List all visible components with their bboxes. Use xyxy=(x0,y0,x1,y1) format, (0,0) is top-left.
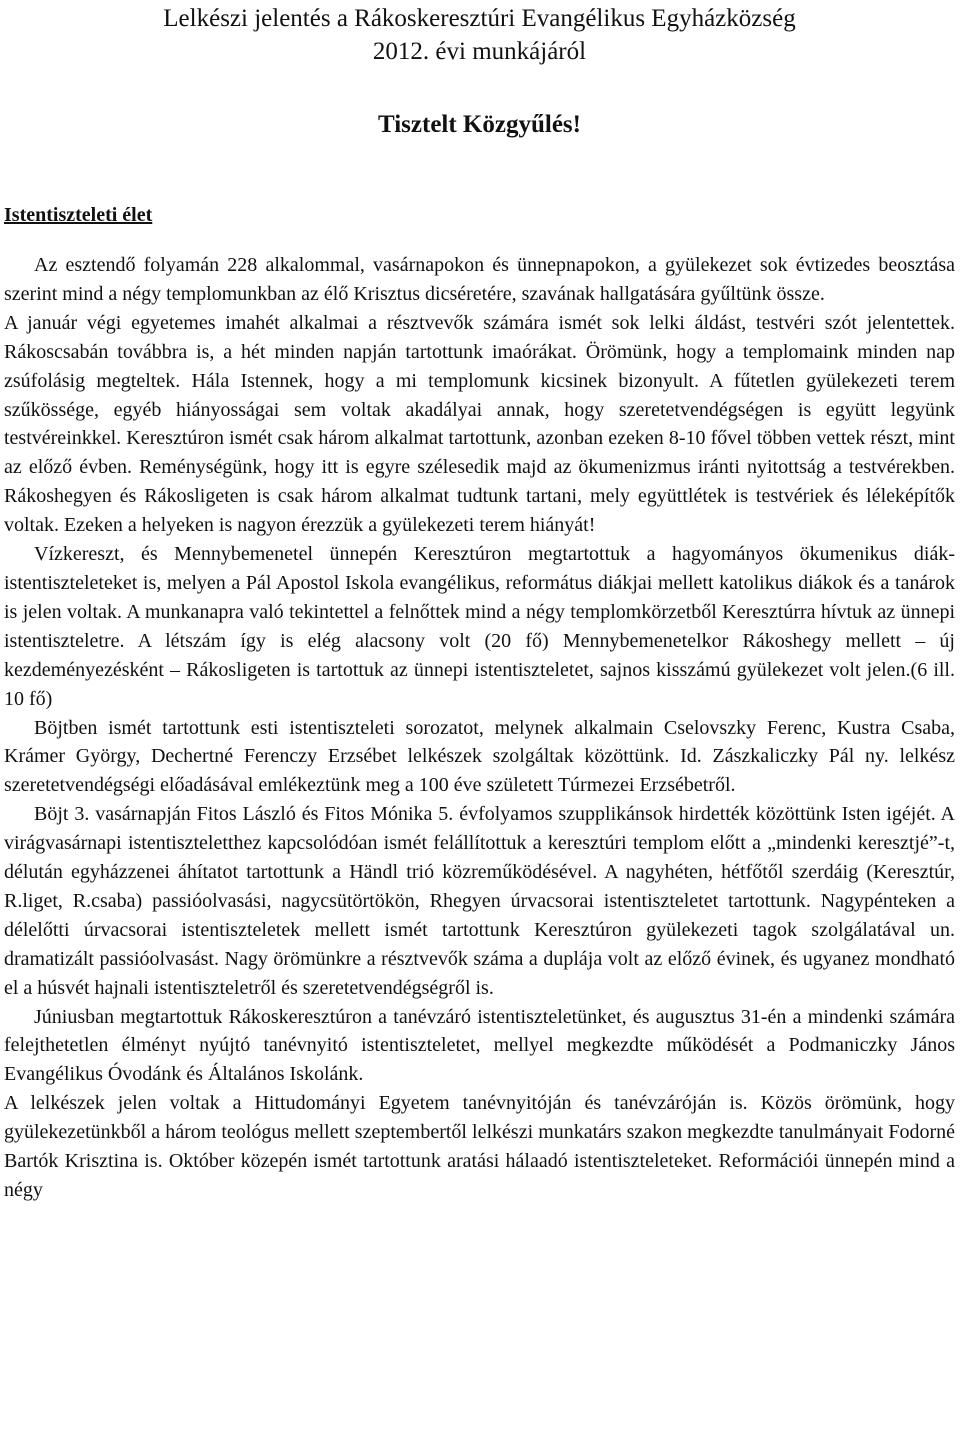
paragraph-4: Böjtben ismét tartottunk esti istentiszteleti sorozatot, melynek alkalmain Cselovszky Ferenc, Kustra Csaba, Krámer György, Dechertné Ferenczy Erzsébet lelkészek szolgáltak közöttünk. Id. Zászkaliczky Pál ny. lelkész szeretetvendégségi előadásával emlékeztünk meg a 100 éve született Túrmezei Erzsébetről. xyxy=(4,716,955,797)
paragraph-5: Böjt 3. vasárnapján Fitos László és Fitos Mónika 5. évfolyamos szupplikánsok hirdették közöttünk Isten igéjét. A virágvasárnapi istentiszteletthez kapcsolódóan ismét felállítottuk a keresztúri templom előtt a „mindenki keresztjé”-t, délután egyházzenei áhítatot tartottunk a Händl trió közreműködésével. A nagyhéten, hétfőtől szerdáig (Keresztúr, R.liget, R.csaba) passióolvasási, nagycsütörtökön, Rhegyen úrvacsorai istentiszteletet tartottunk. Nagypénteken a délelőtti úrvacsorai istentiszteletek mellett ismét tartottunk Keresztúron gyülekezeti tagok szolgálatával un. dramatizált passióolvasást. Nagy örömünkre a résztvevők száma a duplája volt az előző évinek, és ugyanez mondható el a húsvét hajnali istentiszteletről és szeretetvendégségről is. xyxy=(4,803,955,999)
paragraph-1: Az esztendő folyamán 228 alkalommal, vasárnapokon és ünnepnapokon, a gyülekezet sok évtizedes beosztása szerint mind a négy templomunkban az élő Krisztus dicséretére, szavának hallgatására gyűltünk össze. xyxy=(4,254,955,305)
paragraph-6: Júniusban megtartottuk Rákoskeresztúron a tanévzáró istentiszteletünket, és augusztus 31-én a mindenki számára felejthetetlen élményt nyújtó tanévnyitó istentiszteletet, mellyel megkezdte működését a Podmaniczky János Evangélikus Óvodánk és Általános Iskolánk. xyxy=(4,1005,955,1086)
body-text xyxy=(4,251,955,1205)
greeting: Tisztelt Közgyűlés! xyxy=(378,111,581,138)
title-line-2: 2012. évi munkájáról xyxy=(372,38,587,65)
paragraph-2: A január végi egyetemes imahét alkalmai a résztvevők számára ismét sok lelki áldást, testvéri szót jelentettek. Rákoscsabán továbbra is, a hét minden napján tartottunk imaórákat. Örömünk, hogy a templomaink minden nap zsúfolásig megteltek. Hála Istennek, hogy a mi templomunk kicsinek bizonyult. A fűtetlen gyülekezeti terem szűkössége, egyéb hiányosságai sem voltak akadályai annak, hogy szeretetvendégségen is együtt legyünk testvéreinkkel. Keresztúron ismét csak három alkalmat tartottunk, azonban ezeken 8-10 fővel többen vettek részt, mint az előző évben. Reménységünk, hogy itt is egyre szélesedik majd az ökumenizmus iránti nyitottság a testvérekben. Rákoshegyen és Rákosligeten is csak három alkalmat tudtunk tartani, mely együttlétek is testvériek és léleképítők voltak. Ezeken a helyeken is nagyon érezzük a gyülekezeti terem hiányát! xyxy=(4,311,955,537)
title-line-1: Lelkészi jelentés a Rákoskeresztúri Evangélikus Egyházközség xyxy=(163,5,796,32)
paragraph-3: Vízkereszt, és Mennybemenetel ünnepén Keresztúron megtartottuk a hagyományos ökumenikus diák-istentiszteleteket is, melyen a Pál Apostol Iskola evangélikus, református diákjai mellett katolikus diákok és a tanárok is jelen voltak. A munkanapra való tekintettel a felnőttek mind a négy templomkörzetből Keresztúrra hívtuk az ünnepi istentiszteletre. A létszám így is elég alacsony volt (20 fő) Mennybemenetelkor Rákoshegy mellett – új kezdeményezésként – Rákosligeten is tartottuk az ünnepi istentiszteletet, sajnos kisszámú gyülekezet volt jelen.(6 ill. 10 fő) xyxy=(4,543,955,710)
document-page xyxy=(4,0,955,1205)
document-title xyxy=(4,2,955,68)
paragraph-7: A lelkészek jelen voltak a Hittudományi Egyetem tanévnyitóján és tanévzáróján is. Közös örömünk, hogy gyülekezetünkből a három teológus mellett szeptembertől lelkészi munkatárs szakon megkezdte tanulmányait Fodorné Bartók Krisztina is. Október közepén ismét tartottunk aratási hálaadó istentiszteleteket. Reformációi ünnepén mind a négy xyxy=(4,1092,955,1201)
section-heading: Istentiszteleti élet xyxy=(4,204,153,226)
